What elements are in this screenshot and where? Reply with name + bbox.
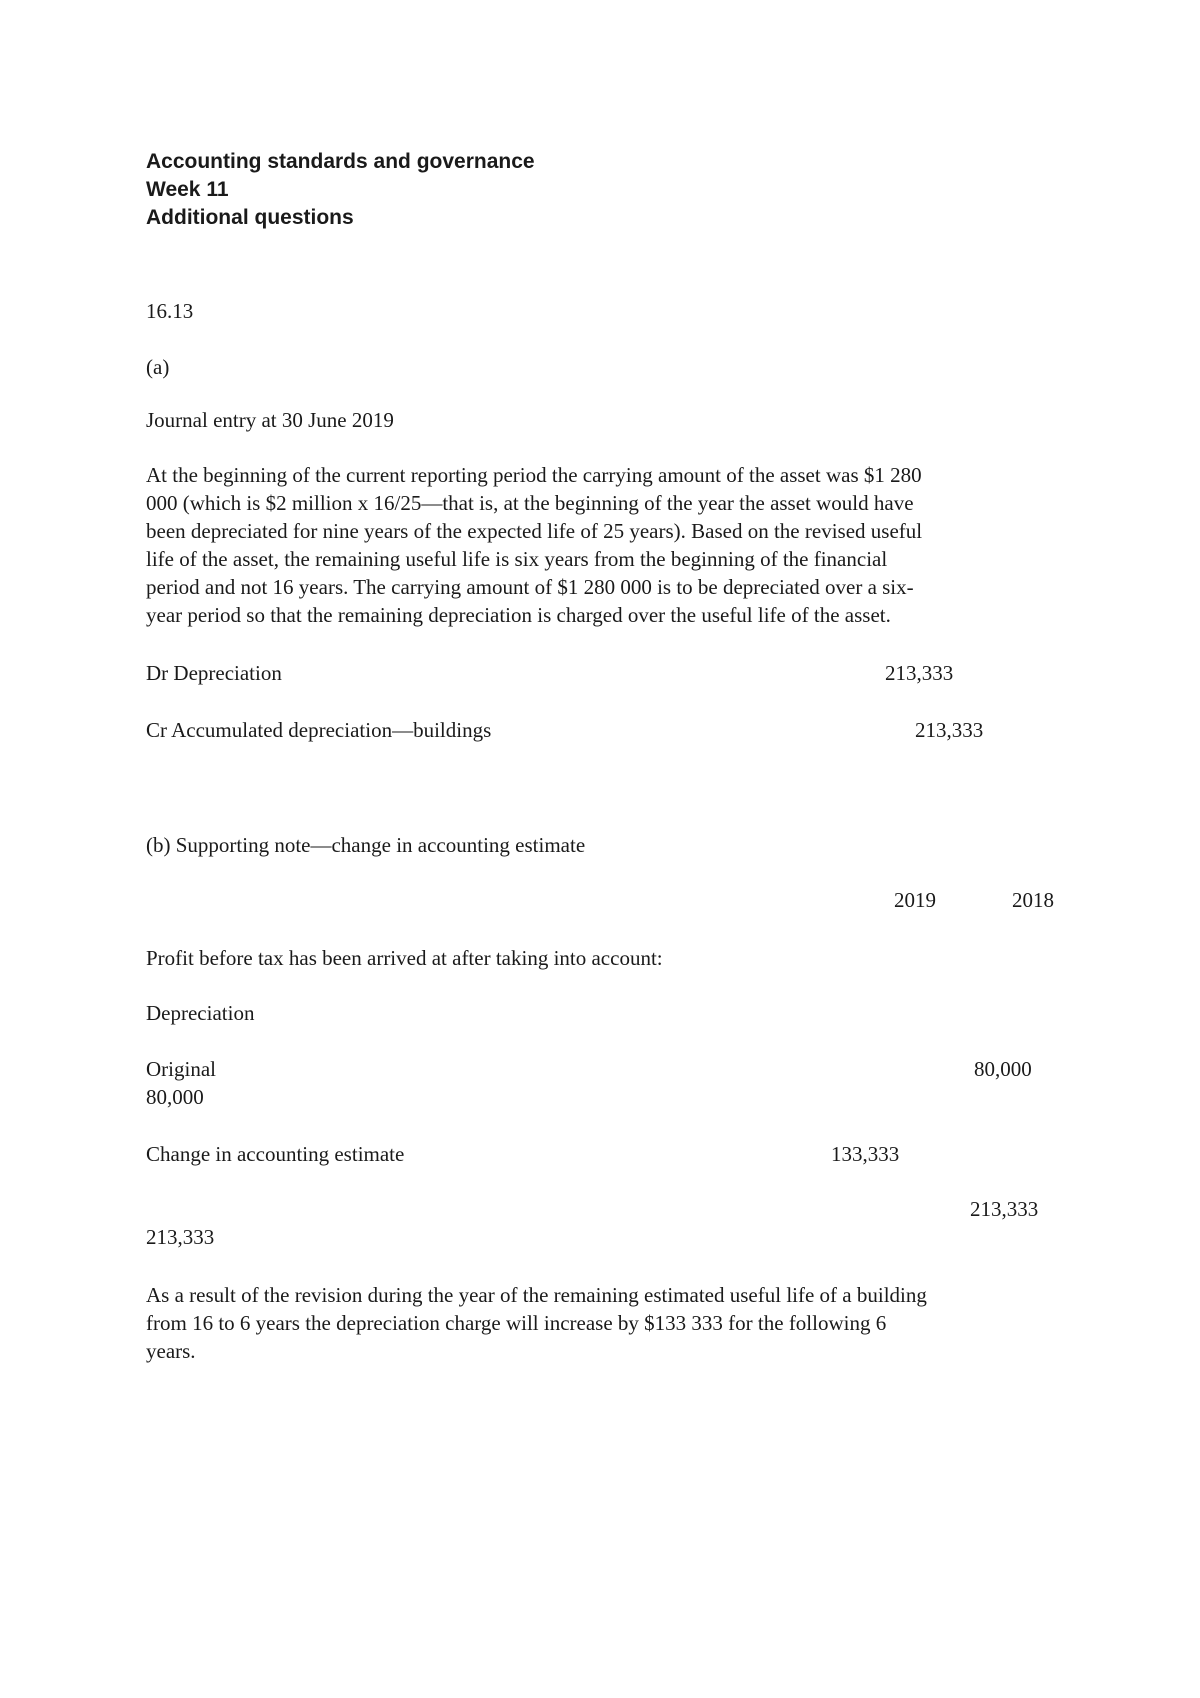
explanation-line: life of the asset, the remaining useful life is six years from the beginning of the financial xyxy=(146,547,888,571)
explanation-line: been depreciated for nine years of the expected life of 25 years). Based on the revised useful xyxy=(146,519,923,543)
change-estimate-label: Change in accounting estimate xyxy=(146,1142,405,1166)
conclusion-line: from 16 to 6 years the depreciation charge will increase by $133 333 for the following 6 xyxy=(146,1311,887,1335)
conclusion-line: years. xyxy=(146,1339,196,1363)
original-2019-amount: 80,000 xyxy=(974,1057,1032,1081)
part-a-explanation xyxy=(146,461,1066,629)
debit-account: Dr Depreciation xyxy=(146,661,282,685)
debit-amount: 213,333 xyxy=(885,661,954,685)
explanation-line: 000 (which is $2 million x 16/25—that is, at the beginning of the year the asset would have xyxy=(146,491,914,515)
explanation-line: At the beginning of the current reporting period the carrying amount of the asset was $1 280 xyxy=(146,463,922,487)
total-2019-amount: 213,333 xyxy=(970,1197,1039,1221)
conclusion-line: As a result of the revision during the year of the remaining estimated useful life of a building xyxy=(146,1283,927,1307)
explanation-line: period and not 16 years. The carrying amount of $1 280 000 is to be depreciated over a six- xyxy=(146,575,914,599)
credit-amount: 213,333 xyxy=(915,718,984,742)
question-number: 16.13 xyxy=(146,299,194,323)
depreciation-label: Depreciation xyxy=(146,1001,255,1025)
change-estimate-amount: 133,333 xyxy=(831,1142,900,1166)
profit-intro: Profit before tax has been arrived at after taking into account: xyxy=(146,946,663,970)
document-title: Accounting standards and governance xyxy=(146,150,535,173)
credit-account: Cr Accumulated depreciation—buildings xyxy=(146,718,492,742)
column-header-2018: 2018 xyxy=(1012,888,1054,912)
original-label: Original xyxy=(146,1057,216,1081)
document-subtitle: Additional questions xyxy=(146,206,354,229)
week-label: Week 11 xyxy=(146,178,229,201)
explanation-line: year period so that the remaining depreciation is charged over the useful life of the asset. xyxy=(146,603,891,627)
original-2018-amount: 80,000 xyxy=(146,1085,204,1109)
part-a-label: (a) xyxy=(146,355,170,379)
part-b-heading: (b) Supporting note—change in accounting estimate xyxy=(146,833,586,857)
conclusion-paragraph xyxy=(146,1281,1066,1365)
column-header-2019: 2019 xyxy=(894,888,936,912)
total-2018-amount: 213,333 xyxy=(146,1225,215,1249)
journal-entry-heading: Journal entry at 30 June 2019 xyxy=(146,408,394,432)
